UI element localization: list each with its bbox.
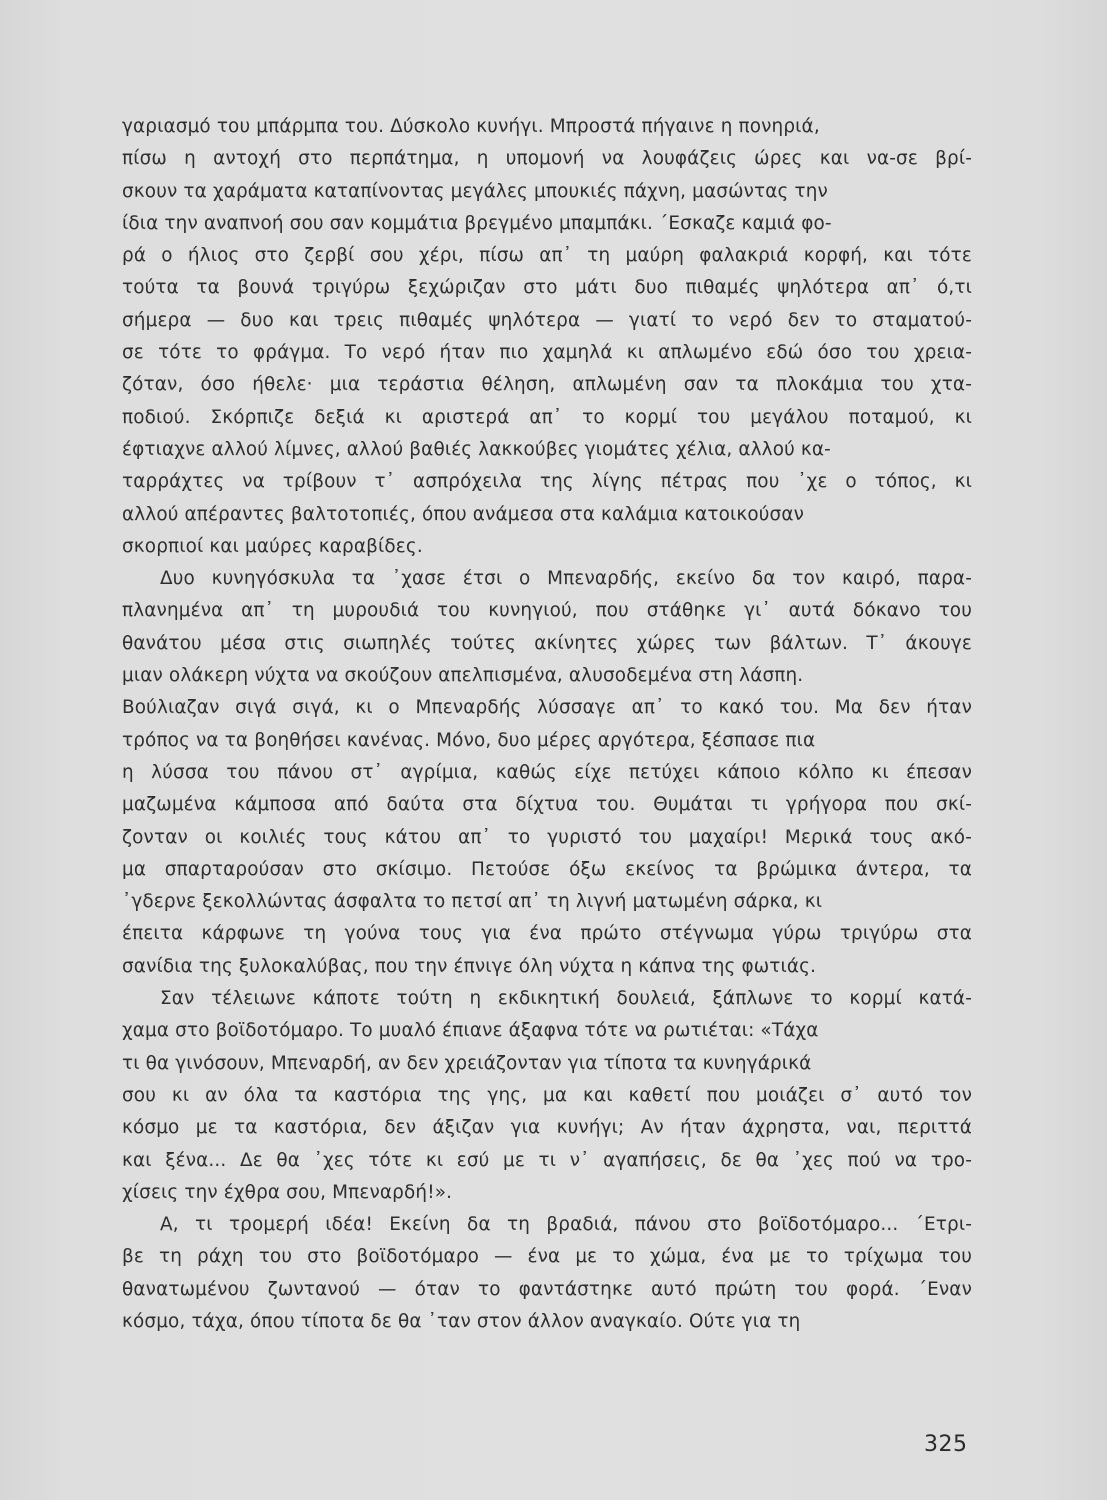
- text-line: μα σπαρταρούσαν στο σκίσιμο. Πετούσε όξω εκείνος τα βρώμικα άντερα, τα: [122, 858, 972, 880]
- text-line: Βούλιαζαν σιγά σιγά, κι ο Μπεναρδής λύσσαγε απ᾽ το κακό του. Μα δεν ήταν: [122, 697, 972, 719]
- text-line: σήμερα — δυο και τρεις πιθαμές ψηλότερα — γιατί το νερό δεν το σταματού-: [122, 309, 972, 331]
- text-line: θανάτου μέσα στις σιωπηλές τούτες ακίνητες χώρες των βάλτων. Τ᾽ άκουγε: [122, 632, 972, 654]
- text-line: ζονταν οι κοιλιές τους κάτου απ᾽ το γυριστό του μαχαίρι! Μερικά τους ακό-: [122, 826, 972, 848]
- text-line: η λύσσα του πάνου στ᾽ αγρίμια, καθώς είχε πετύχει κάποιο κόλπο κι έπεσαν: [122, 761, 972, 783]
- text-line: έφτιαχνε αλλού λίμνες, αλλού βαθιές λακκούβες γιομάτες χέλια, αλλού κα-: [122, 438, 831, 460]
- text-line: τι θα γινόσουν, Μπεναρδή, αν δεν χρειάζονταν για τίποτα τα κυνηγάρικά: [122, 1052, 812, 1074]
- text-line: έπειτα κάρφωνε τη γούνα τους για ένα πρώτο στέγνωμα γύρω τριγύρω στα: [122, 923, 972, 945]
- text-line: ρά ο ήλιος στο ζερβί σου χέρι, πίσω απ᾽ τη μαύρη φαλακριά κορφή, και τότε: [122, 245, 972, 267]
- text-line: ᾽γδερνε ξεκολλώντας άσφαλτα το πετσί απ᾽ τη λιγνή ματωμένη σάρκα, κι: [122, 891, 823, 913]
- text-line: αλλού απέραντες βαλτοτοπιές, όπου ανάμεσα στα καλάμια κατοικούσαν: [122, 503, 805, 525]
- text-line: κόσμο με τα καστόρια, δεν άξιζαν για κυνήγι; Αν ήταν άχρηστα, ναι, περιττά: [122, 1117, 972, 1139]
- text-line: κόσμο, τάχα, όπου τίποτα δε θα ᾽ταν στον άλλον αναγκαίο. Ούτε για τη: [122, 1310, 801, 1332]
- text-line: γαριασμό του μπάρμπα του. Δύσκολο κυνήγι. Μπροστά πήγαινε η πονηριά,: [122, 116, 820, 137]
- text-line: Σαν τέλειωνε κάποτε τούτη η εκδικητική δουλειά, ξάπλωνε το κορμί κατά-: [160, 988, 972, 1010]
- text-line: πίσω η αντοχή στο περπάτημα, η υπομονή να λουφάζεις ώρες και να-σε βρί-: [122, 148, 972, 170]
- page-number: 325: [924, 1432, 968, 1457]
- text-line: ίδια την αναπνοή σου σαν κομμάτια βρεγμένο μπαμπάκι. ΄Εσκαζε καμιά φο-: [122, 212, 832, 234]
- text-line: σκουν τα χαράματα καταπίνοντας μεγάλες μπουκιές πάχνη, μασώντας την: [122, 180, 828, 202]
- text-line: πλανημένα απ᾽ τη μυρουδιά του κυνηγιού, που στάθηκε γι᾽ αυτά δόκανο του: [122, 600, 972, 622]
- text-line: σε τότε το φράγμα. Το νερό ήταν πιο χαμηλά κι απλωμένο εδώ όσο του χρεια-: [122, 342, 972, 364]
- text-line: σου κι αν όλα τα καστόρια της γης, μα και καθετί που μοιάζει σ᾽ αυτό τον: [122, 1084, 972, 1106]
- text-line: σανίδια της ξυλοκαλύβας, που την έπνιγε όλη νύχτα η κάπνα της φωτιάς.: [122, 955, 817, 977]
- text-line: ταρράχτες να τρίβουν τ᾽ ασπρόχειλα της λίγης πέτρας που ᾽χε ο τόπος, κι: [122, 471, 972, 493]
- text-line: θανατωμένου ζωντανού — όταν το φαντάστηκε αυτό πρώτη του φορά. ΄Εναν: [122, 1278, 972, 1300]
- text-line: τρόπος να τα βοηθήσει κανένας. Μόνο, δυο μέρες αργότερα, ξέσπασε πια: [122, 729, 816, 751]
- text-line: μιαν ολάκερη νύχτα να σκούζουν απελπισμένα, αλυσοδεμένα στη λάσπη.: [122, 665, 804, 687]
- text-line: Α, τι τρομερή ιδέα! Εκείνη δα τη βραδιά, πάνου στο βοϊδοτόμαρο... ΄Ετρι-: [160, 1214, 972, 1236]
- text-line: ζόταν, όσο ήθελε· μια τεράστια θέληση, απλωμένη σαν τα πλοκάμια του χτα-: [122, 374, 972, 396]
- text-line: χίσεις την έχθρα σου, Μπεναρδή!».: [122, 1181, 453, 1203]
- body-text: [122, 111, 972, 1338]
- text-line: Δυο κυνηγόσκυλα τα ᾽χασε έτσι ο Μπεναρδής, εκείνο δα τον καιρό, παρα-: [160, 568, 972, 590]
- text-line: σκορπιοί και μαύρες καραβίδες.: [122, 535, 423, 557]
- text-line: μαζωμένα κάμποσα από δαύτα στα δίχτυα του. Θυμάται τι γρήγορα που σκί-: [122, 794, 972, 816]
- text-line: τούτα τα βουνά τριγύρω ξεχώριζαν στο μάτι δυο πιθαμές ψηλότερα απ᾽ ό,τι: [122, 277, 972, 299]
- text-line: χαμα στο βοϊδοτόμαρο. Το μυαλό έπιανε άξαφνα τότε να ρωτιέται: «Τάχα: [122, 1020, 819, 1042]
- text-line: και ξένα... Δε θα ᾽χες τότε κι εσύ με τι ν᾽ αγαπήσεις, δε θα ᾽χες πού να τρο-: [122, 1149, 972, 1171]
- text-line: βε τη ράχη του στο βοϊδοτόμαρο — ένα με το χώμα, ένα με το τρίχωμα του: [122, 1246, 972, 1268]
- text-line: ποδιού. Σκόρπιζε δεξιά κι αριστερά απ᾽ το κορμί του μεγάλου ποταμού, κι: [122, 406, 972, 428]
